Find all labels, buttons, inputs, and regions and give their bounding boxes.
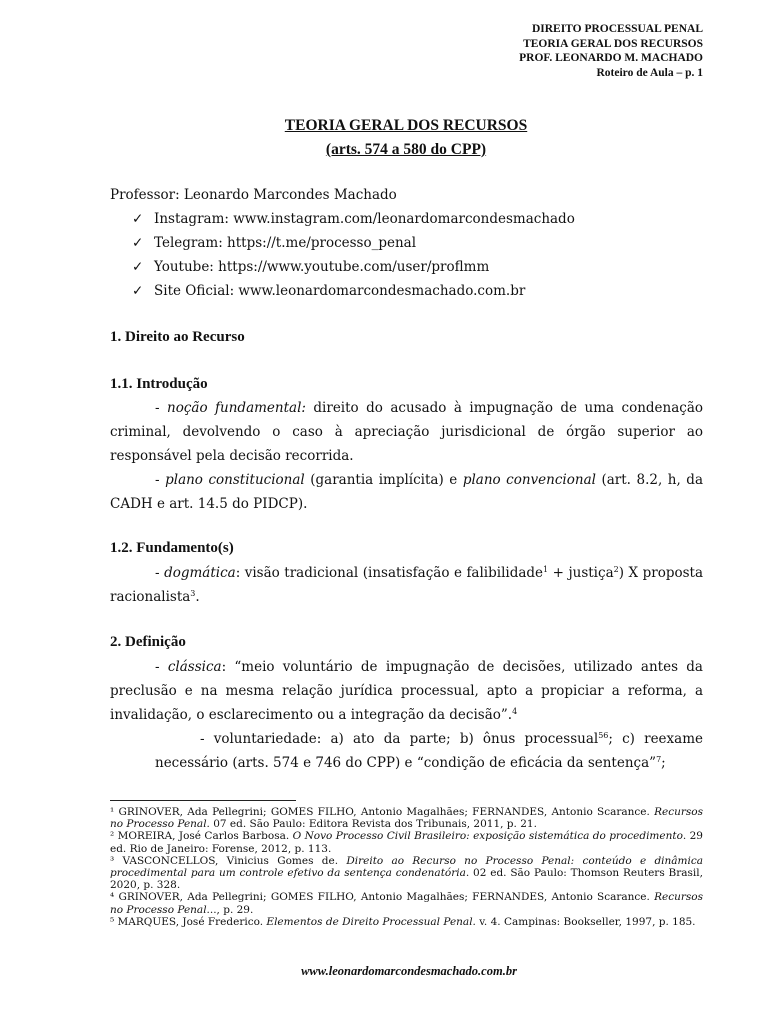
footnote-1: ¹ GRINOVER, Ada Pellegrini; GOMES FILHO, Antonio Magalhães; FERNANDES, Antonio Scarance. Recursos no Processo Penal. 07 ed. São Paulo: Editora Revista dos Tribunais, 2011, p. 21. [110, 806, 703, 831]
professor-name: Professor: Leonardo Marcondes Machado [110, 187, 397, 203]
link-youtube[interactable]: ✓ Youtube: https://www.youtube.com/user/proflmm [132, 259, 490, 275]
document-subtitle: (arts. 574 a 580 do CPP) [325, 141, 487, 158]
link-site[interactable]: ✓ Site Oficial: www.leonardomarcondesmachado.com.br [132, 283, 526, 299]
check-icon: ✓ [132, 283, 144, 299]
header-topic: TEORIA GERAL DOS RECURSOS [523, 37, 703, 50]
footnote-separator [110, 800, 296, 801]
link-instagram[interactable]: ✓ Instagram: www.instagram.com/leonardomarcondesmachado [132, 211, 575, 227]
header-page: Roteiro de Aula – p. 1 [596, 66, 703, 79]
footnote-3: ³ VASCONCELLOS, Vinicius Gomes de. Direito ao Recurso no Processo Penal: conteúdo e dinâmica procedimental para um controle efetivo da sentença condenatória. 02 ed. São Paulo: Thomson Reuters Brasil, 2020, p. 328. [110, 854, 703, 892]
header-professor: PROF. LEONARDO M. MACHADO [519, 52, 703, 64]
check-icon: ✓ [132, 211, 144, 227]
heading-fundamentos: 1.2. Fundamento(s) [110, 540, 234, 556]
footnote-5: ⁵ MARQUES, José Frederico. Elementos de Direito Processual Penal. v. 4. Campinas: Bookseller, 1997, p. 185. [110, 915, 696, 928]
heading-definicao: 2. Definição [110, 634, 186, 650]
paragraph-dogmatica: - dogmática: visão tradicional (insatisfação e falibilidade$^1$ + justiça$^2$) X proposta racionalista$^3$. [110, 565, 703, 605]
paragraph-classica: - clássica: “meio voluntário de impugnação de decisões, utilizado antes da preclusão e na mesma relação jurídica processual, apto a propiciar a reforma, a invalidação, o esclarecimento ou a integração da decisão”.$^4$ [110, 659, 703, 723]
paragraph-plano-constitucional: - plano constitucional (garantia implícita) e plano convencional (art. 8.2, h, da CADH e art. 14.5 do PIDCP). [110, 472, 703, 512]
footnotes [110, 806, 703, 928]
check-icon: ✓ [132, 259, 144, 275]
footnote-2: ² MOREIRA, José Carlos Barbosa. O Novo Processo Civil Brasileiro: exposição sistemática do procedimento. 29 ed. Rio de Janeiro: Forense, 2012, p. 113. [110, 830, 703, 855]
paragraph-nocao-fundamental: - noção fundamental: direito do acusado à impugnação de uma condenação criminal, devolvendo o caso à apreciação jurisdicional de órgão superior ao responsável pela decisão recorrida. [110, 400, 703, 464]
heading-introducao: 1.1. Introdução [110, 376, 208, 392]
footer-website[interactable]: www.leonardomarcondesmachado.com.br [301, 964, 517, 978]
document-title: TEORIA GERAL DOS RECURSOS [284, 117, 528, 134]
paragraph-voluntariedade: - voluntariedade: a) ato da parte; b) ônus processual$^{56}$; c) reexame necessário (arts. 574 e 746 do CPP) e “condição de eficácia da sentença”$^7$; [155, 731, 703, 771]
check-icon: ✓ [132, 235, 144, 251]
footnote-4: ⁴ GRINOVER, Ada Pellegrini; GOMES FILHO, Antonio Magalhães; FERNANDES, Antonio Scarance. Recursos no Processo Penal..., p. 29. [110, 891, 703, 916]
running-header [519, 22, 703, 80]
header-course: DIREITO PROCESSUAL PENAL [531, 23, 703, 35]
link-telegram[interactable]: ✓ Telegram: https://t.me/processo_penal [132, 235, 417, 251]
heading-direito-recurso: 1. Direito ao Recurso [110, 329, 245, 345]
